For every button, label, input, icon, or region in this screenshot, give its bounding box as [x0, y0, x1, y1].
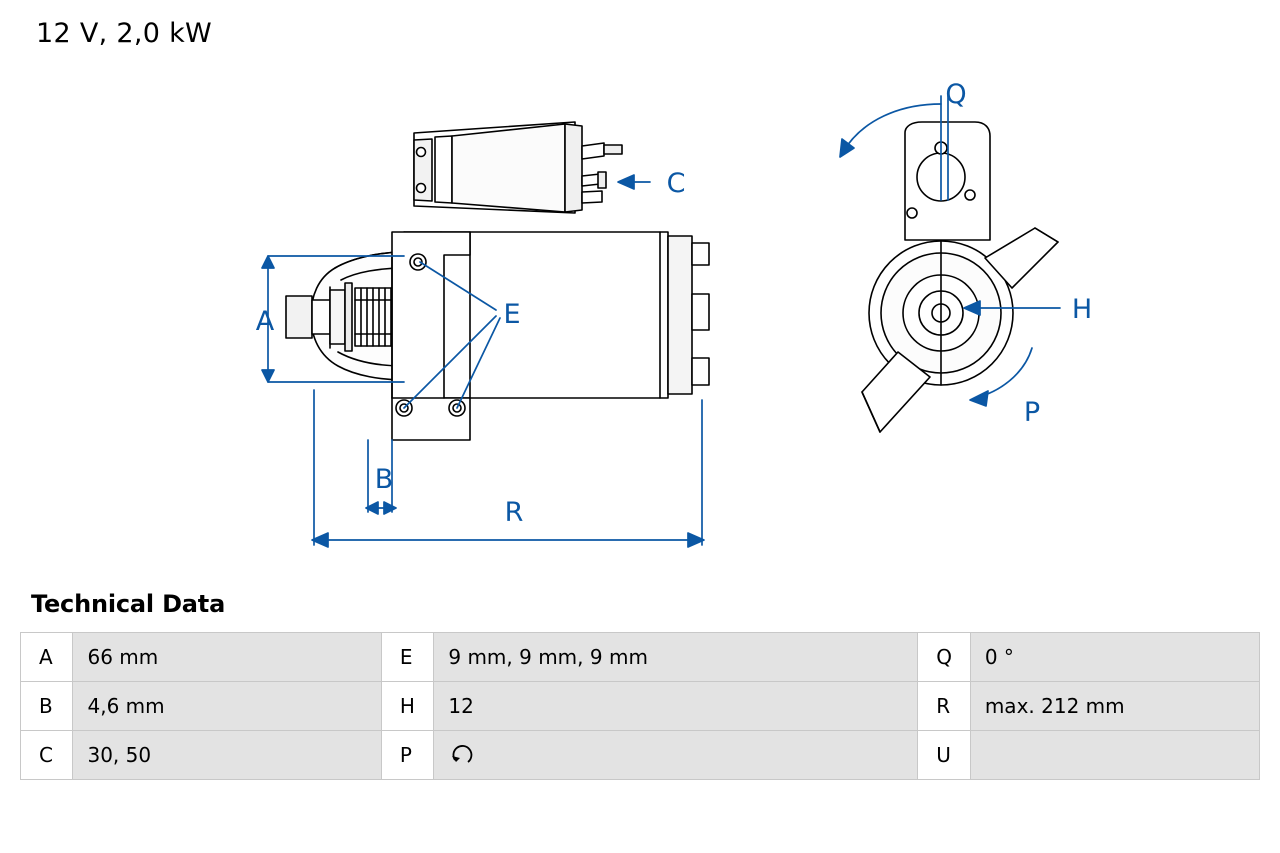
row-value-b: 4,6 mm: [73, 682, 381, 731]
rotation-arrow-icon: [448, 740, 478, 770]
row-value-c: 30, 50: [73, 731, 381, 780]
row-value-e: 9 mm, 9 mm, 9 mm: [434, 633, 918, 682]
label-c: C: [666, 168, 686, 199]
row-key-r: R: [918, 682, 971, 731]
row-key-a: A: [21, 633, 73, 682]
row-value-a: 66 mm: [73, 633, 381, 682]
row-key-u: U: [918, 731, 971, 780]
row-value-h: 12: [434, 682, 918, 731]
table-row: [21, 682, 1260, 731]
label-p: P: [1023, 397, 1041, 428]
side-view-drawing: [256, 122, 709, 547]
row-key-e: E: [381, 633, 434, 682]
row-key-c: C: [21, 731, 73, 780]
row-value-p: [434, 731, 918, 780]
label-r: R: [504, 497, 524, 528]
row-key-b: B: [21, 682, 73, 731]
label-h: H: [1071, 294, 1093, 325]
label-b: B: [374, 464, 394, 495]
row-key-q: Q: [918, 633, 971, 682]
row-key-p: P: [381, 731, 434, 780]
table-row: [21, 731, 1260, 780]
label-e: E: [503, 299, 521, 330]
label-a: A: [255, 306, 275, 337]
table-row: [21, 633, 1260, 682]
row-value-r: max. 212 mm: [970, 682, 1259, 731]
label-q: Q: [945, 79, 967, 110]
row-value-q: 0 °: [970, 633, 1259, 682]
end-view-drawing: [840, 79, 1092, 432]
page-title: 12 V, 2,0 kW: [36, 18, 213, 49]
technical-data-table: [20, 632, 1260, 780]
row-value-u: [970, 731, 1259, 780]
row-key-h: H: [381, 682, 434, 731]
technical-data-heading: Technical Data: [31, 590, 226, 618]
